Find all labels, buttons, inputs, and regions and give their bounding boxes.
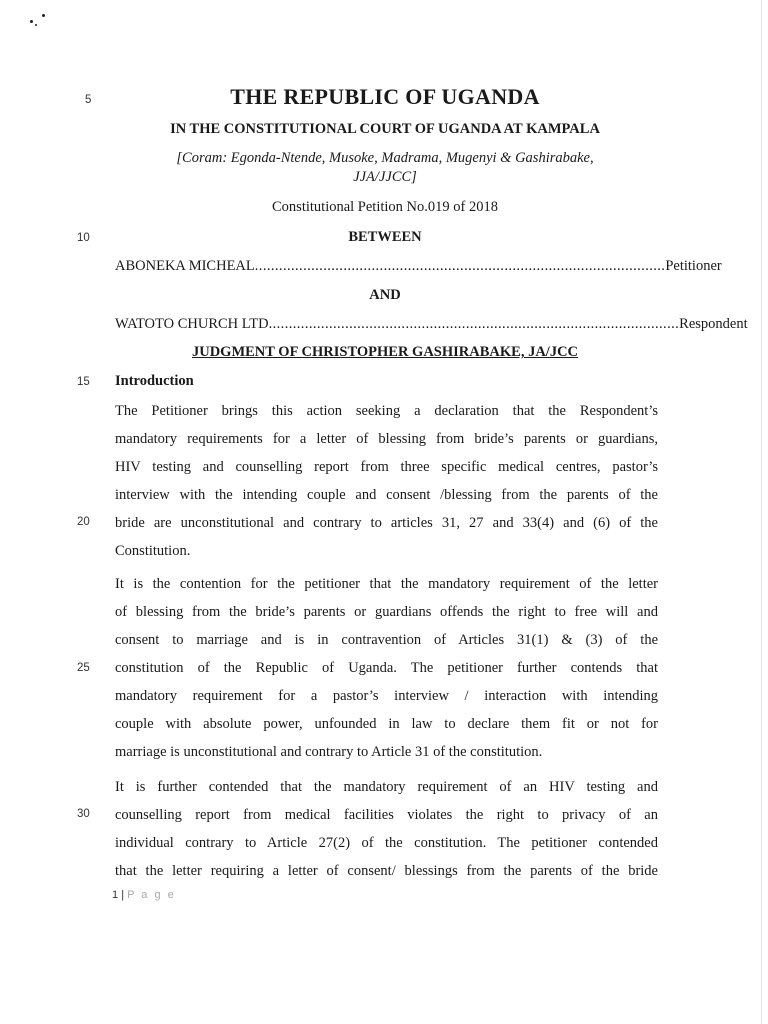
body-line: mandatory requirement for a pastor’s interview / interaction with intending xyxy=(115,688,658,704)
body-line: marriage is unconstitutional and contrary to Article 31 of the constitution. xyxy=(115,744,543,760)
scan-edge xyxy=(761,0,762,1024)
body-line: The Petitioner brings this action seeking a declaration that the Respondent’s xyxy=(115,403,658,419)
scan-speck xyxy=(30,20,33,23)
line-number: 5 xyxy=(85,94,92,106)
court-name: IN THE CONSTITUTIONAL COURT OF UGANDA AT KAMPALA xyxy=(170,121,600,137)
body-line: consent to marriage and is in contravention of Articles 31(1) & (3) of the xyxy=(115,632,658,648)
petition-number: Constitutional Petition No.019 of 2018 xyxy=(272,199,498,215)
coram-line-2: JJA/JJCC] xyxy=(353,169,417,185)
line-number: 30 xyxy=(77,808,90,820)
body-line: HIV testing and counselling report from three specific medical centres, pastor’s xyxy=(115,459,658,475)
page-word: P a g e xyxy=(127,889,176,901)
petitioner-role: Petitioner xyxy=(665,258,722,274)
leader-dots: ...................................................................................................... xyxy=(254,258,666,274)
page-number: 1 xyxy=(112,889,119,901)
petitioner-line xyxy=(115,258,722,275)
line-number: 25 xyxy=(77,662,90,674)
body-line: Constitution. xyxy=(115,543,191,559)
document-title: THE REPUBLIC OF UGANDA xyxy=(230,84,540,109)
between-heading: BETWEEN xyxy=(348,229,422,245)
body-line: It is further contended that the mandatory requirement of an HIV testing and xyxy=(115,779,658,795)
petitioner-name: ABONEKA MICHEAL xyxy=(115,258,255,274)
body-line: individual contrary to Article 27(2) of the constitution. The petitioner contended xyxy=(115,835,658,851)
judgment-heading: JUDGMENT OF CHRISTOPHER GASHIRABAKE, JA/JCC xyxy=(191,344,579,360)
body-line: couple with absolute power, unfounded in law to declare them fit or not for xyxy=(115,716,658,732)
scan-speck xyxy=(42,14,45,17)
and-heading: AND xyxy=(369,287,401,303)
body-line: constitution of the Republic of Uganda. The petitioner further contends that xyxy=(115,660,658,676)
respondent-name: WATOTO CHURCH LTD xyxy=(115,316,269,332)
respondent-role: Respondent xyxy=(679,316,748,332)
leader-dots: ...................................................................................................... xyxy=(268,316,680,332)
body-line: that the letter requiring a letter of consent/ blessings from the parents of the bride xyxy=(115,863,658,879)
line-number: 10 xyxy=(77,232,90,244)
page-footer xyxy=(112,889,176,901)
respondent-line xyxy=(115,316,748,333)
body-line: mandatory requirements for a letter of blessing from bride’s parents or guardians, xyxy=(115,431,658,447)
body-line: interview with the intending couple and consent /blessing from the parents of the xyxy=(115,487,658,503)
body-line: It is the contention for the petitioner that the mandatory requirement of the letter xyxy=(115,576,658,592)
coram-line-1: [Coram: Egonda-Ntende, Musoke, Madrama, Mugenyi & Gashirabake, xyxy=(176,150,594,166)
body-line: bride are unconstitutional and contrary to articles 31, 27 and 33(4) and (6) of the xyxy=(115,515,658,531)
footer-separator: | xyxy=(121,889,125,901)
scan-speck xyxy=(35,24,37,26)
section-heading: Introduction xyxy=(115,373,194,389)
body-line: of blessing from the bride’s parents or guardians offends the right to free will and xyxy=(115,604,658,620)
body-line: counselling report from medical facilities violates the right to privacy of an xyxy=(115,807,658,823)
line-number: 20 xyxy=(77,516,90,528)
line-number: 15 xyxy=(77,376,90,388)
